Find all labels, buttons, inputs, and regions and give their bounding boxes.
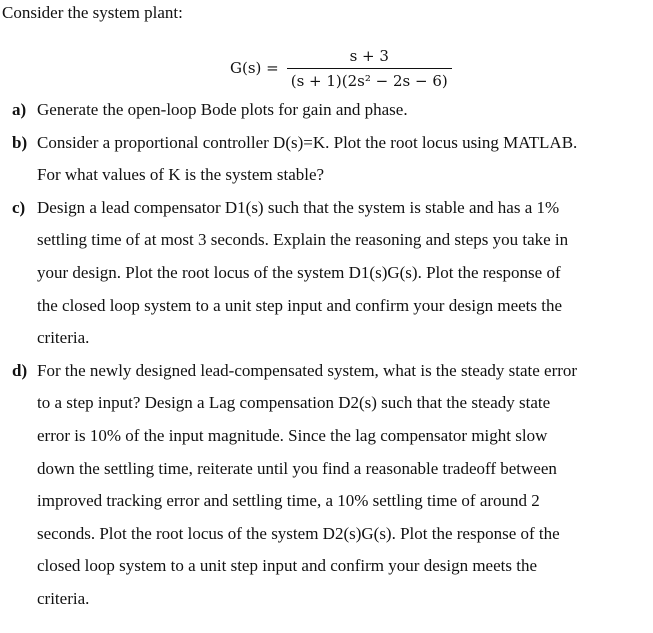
question-item-d	[12, 355, 642, 616]
equation-numerator: s + 3	[349, 46, 389, 65]
equation-denominator: (s + 1)(2s² − 2s − 6)	[290, 71, 448, 90]
transfer-function-equation	[230, 42, 452, 94]
item-label: b)	[12, 132, 28, 152]
item-text: Generate the open-loop Bode plots for gain and phase.	[37, 100, 408, 119]
intro-text: Consider the system plant:	[2, 3, 183, 22]
question-item-a	[12, 94, 642, 127]
equation-lhs: G(s) =	[230, 59, 279, 77]
equation-fraction	[287, 46, 452, 91]
item-label: d)	[12, 360, 28, 380]
item-label: a)	[12, 100, 27, 119]
item-text: For the newly designed lead-compensated system, what is the steady state error to a step input? Design a Lag compensation D2(s) such that the steady state error is 10% of the input magnitude. Since the lag compensator might slow down the settling time, reiterate until you find a reasonable tradeoff between improved tracking error and settling time, a 10% settling time of around 2 seconds. Plot the root locus of the system D2(s)G(s). Plot the response of the closed loop system to a unit step input and confirm your design meets the criteria.	[37, 360, 578, 608]
question-item-b	[12, 127, 642, 192]
question-list	[12, 94, 642, 616]
item-text: Design a lead compensator D1(s) such that the system is stable and has a 1% settling time of at most 3 seconds. Explain the reasoning and steps you take in your design. Plot the root locus of the system D1(s)G(s). Plot the response of the closed loop system to a unit step input and confirm your design meets the criteria.	[37, 197, 569, 348]
item-label: c)	[12, 197, 26, 217]
item-text: Consider a proportional controller D(s)=K. Plot the root locus using MATLAB. For what values of K is the system stable?	[37, 132, 578, 185]
question-item-c	[12, 192, 642, 355]
